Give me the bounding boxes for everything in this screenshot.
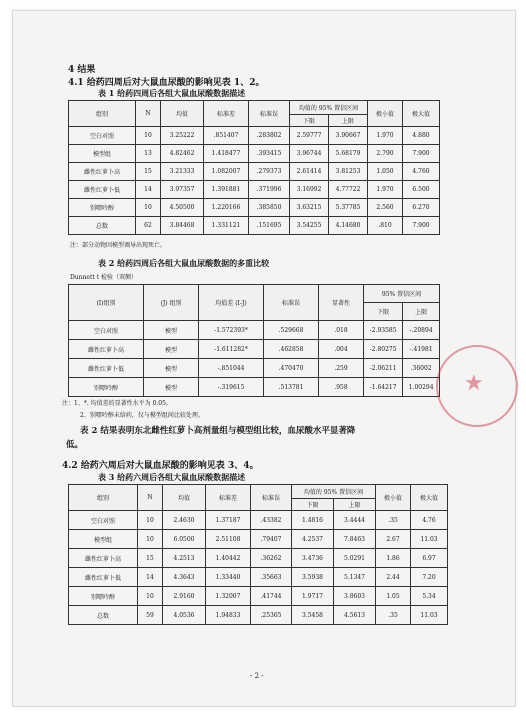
- cell-group: 雌性红萝卜低: [69, 181, 136, 199]
- cell-n: 15: [136, 163, 161, 181]
- table-row: [69, 199, 440, 217]
- table3-header-upper: 上限: [334, 499, 376, 511]
- cell-se: .79407: [251, 530, 292, 549]
- cell-group: 模型组: [69, 145, 136, 163]
- table1-header-max: 极大值: [403, 101, 440, 127]
- cell-upper: 5.1347: [334, 568, 376, 587]
- cell-sd: 1.32007: [206, 587, 251, 606]
- table-row: [69, 568, 448, 587]
- cell-upper: 4.77722: [329, 181, 368, 199]
- table-row: [69, 163, 440, 181]
- cell-i-group: 别嘌呤醇: [69, 378, 144, 397]
- cell-se: .529668: [264, 321, 319, 340]
- cell-diff: -.851044: [199, 359, 264, 378]
- cell-lower: 2.61414: [290, 163, 329, 181]
- cell-min: 1.05: [376, 587, 411, 606]
- cell-sd: 1.418477: [204, 145, 249, 163]
- cell-diff: -.319615: [199, 378, 264, 397]
- cell-lower: 2.59777: [290, 127, 329, 145]
- cell-sd: 1.391881: [204, 181, 249, 199]
- table1-note: 注：部分动物因模型调导出现死亡。: [70, 242, 167, 249]
- cell-j-group: 模型: [144, 378, 199, 397]
- cell-min: 1.970: [368, 181, 403, 199]
- cell-sd: 1.331121: [204, 217, 249, 235]
- cell-n: 14: [136, 181, 161, 199]
- table2-note-1: 注：1、*. 均值差的显著性水平为 0.05。: [62, 400, 172, 407]
- cell-mean: 4.3643: [163, 568, 206, 587]
- section-title: 4 结果: [68, 65, 96, 75]
- table-row: [69, 217, 440, 235]
- cell-upper: 3.4444: [334, 511, 376, 530]
- cell-max: 4.76: [411, 511, 448, 530]
- cell-diff: -1.572393*: [199, 321, 264, 340]
- cell-lower: 1.9717: [292, 587, 334, 606]
- table1-header-mean: 均值: [161, 101, 204, 127]
- cell-lower: 3.5458: [292, 606, 334, 625]
- table2-header-j: (J) 组别: [144, 285, 199, 321]
- table3-header-mean: 均值: [163, 485, 206, 511]
- table2-header-se: 标准误: [264, 285, 319, 321]
- cell-sd: 1.33440: [206, 568, 251, 587]
- table-row: [69, 145, 440, 163]
- cell-n: 10: [138, 530, 163, 549]
- cell-n: 62: [136, 217, 161, 235]
- cell-n: 15: [138, 549, 163, 568]
- cell-lower: 3.96744: [290, 145, 329, 163]
- table2: [68, 284, 440, 397]
- table2-header-i: (I)组别: [69, 285, 144, 321]
- cell-mean: 3.25222: [161, 127, 204, 145]
- cell-se: .151695: [249, 217, 290, 235]
- cell-upper: 7.8463: [334, 530, 376, 549]
- cell-lower: -2.06211: [364, 359, 403, 378]
- cell-i-group: 雌性红萝卜高: [69, 340, 144, 359]
- table1-header-lower: 下限: [290, 115, 329, 127]
- cell-se: .279373: [249, 163, 290, 181]
- cell-group: 空白对照: [69, 127, 136, 145]
- cell-lower: -2.80275: [364, 340, 403, 359]
- cell-lower: 3.16992: [290, 181, 329, 199]
- cell-upper: 4.14680: [329, 217, 368, 235]
- cell-sd: 2.51108: [206, 530, 251, 549]
- cell-i-group: 空白对照: [69, 321, 144, 340]
- table3-header-se: 标准误: [251, 485, 292, 511]
- table3-header-lower: 下限: [292, 499, 334, 511]
- table-row: [69, 181, 440, 199]
- cell-j-group: 模型: [144, 340, 199, 359]
- table1-header-n: N: [136, 101, 161, 127]
- table3-caption: 表 3 给药六周后各组大鼠血尿酸数据描述: [98, 472, 246, 482]
- cell-lower: -1.64217: [364, 378, 403, 397]
- table1-caption: 表 1 给药四周后各组大鼠血尿酸数据描述: [98, 88, 246, 98]
- table2-note-2: 2、别嘌呤醇未给药，仅与模型组间比较处理。: [80, 412, 204, 419]
- cell-min: 2.790: [368, 145, 403, 163]
- cell-min: 2.560: [368, 199, 403, 217]
- section-4-1-heading: 4.1 给药四周后对大鼠血尿酸的影响见表 1、2。: [68, 78, 265, 88]
- paragraph-line-2: 低。: [66, 440, 84, 450]
- cell-upper: 5.0291: [334, 549, 376, 568]
- table2-header-sig: 显著性: [319, 285, 364, 321]
- cell-se: .470470: [264, 359, 319, 378]
- cell-min: 1.050: [368, 163, 403, 181]
- cell-group: 雌性红萝卜低: [69, 568, 138, 587]
- cell-upper: 3.81253: [329, 163, 368, 181]
- cell-max: 4.880: [403, 127, 440, 145]
- cell-se: .41744: [251, 587, 292, 606]
- table1-header-sd: 标准差: [204, 101, 249, 127]
- cell-mean: 2.9160: [163, 587, 206, 606]
- cell-upper: 3.8603: [334, 587, 376, 606]
- cell-mean: 2.4630: [163, 511, 206, 530]
- page-number: - 2 -: [250, 672, 264, 680]
- table2-header-ci: 95% 置信区间: [364, 285, 440, 303]
- cell-upper: .36002: [403, 359, 440, 378]
- cell-lower: 3.54255: [290, 217, 329, 235]
- seal-star-icon: ★: [464, 371, 484, 396]
- cell-se: .43382: [251, 511, 292, 530]
- cell-upper: -.41981: [403, 340, 440, 359]
- cell-j-group: 模型: [144, 359, 199, 378]
- cell-mean: 6.0500: [163, 530, 206, 549]
- table2-header-lower: 下限: [364, 303, 403, 321]
- table1-header-upper: 上限: [329, 115, 368, 127]
- table-row: [69, 549, 448, 568]
- cell-upper: 3.90667: [329, 127, 368, 145]
- cell-group: 别嘌呤醇: [69, 199, 136, 217]
- cell-n: 10: [136, 199, 161, 217]
- cell-lower: 3.5938: [292, 568, 334, 587]
- cell-upper: 4.5613: [334, 606, 376, 625]
- table-row: [69, 127, 440, 145]
- cell-min: .35: [376, 511, 411, 530]
- table-row: [69, 511, 448, 530]
- section-4-2-heading: 4.2 给药六周后对大鼠血尿酸的影响见表 3、4。: [62, 461, 259, 471]
- cell-mean: 3.21333: [161, 163, 204, 181]
- cell-min: 1.86: [376, 549, 411, 568]
- cell-se: .25365: [251, 606, 292, 625]
- cell-mean: 4.50500: [161, 199, 204, 217]
- cell-max: 11.03: [411, 606, 448, 625]
- cell-n: 10: [138, 511, 163, 530]
- cell-mean: 4.0536: [163, 606, 206, 625]
- cell-upper: 1.00294: [403, 378, 440, 397]
- cell-upper: 5.68179: [329, 145, 368, 163]
- cell-min: 1.970: [368, 127, 403, 145]
- cell-group: 总数: [69, 606, 138, 625]
- table-row: [69, 587, 448, 606]
- cell-sig: .018: [319, 321, 364, 340]
- table1-header-min: 极小值: [368, 101, 403, 127]
- cell-max: 7.900: [403, 217, 440, 235]
- cell-se: .385850: [249, 199, 290, 217]
- cell-sd: 1.220166: [204, 199, 249, 217]
- cell-min: 2.44: [376, 568, 411, 587]
- paragraph-line-1: 表 2 结果表明东北雌性红萝卜高剂量组与模型组比较，血尿酸水平显著降: [80, 426, 356, 436]
- cell-se: .513781: [264, 378, 319, 397]
- cell-n: 14: [138, 568, 163, 587]
- cell-max: 6.270: [403, 199, 440, 217]
- table-row: [69, 321, 440, 340]
- cell-group: 空白对照: [69, 511, 138, 530]
- cell-mean: 4.2513: [163, 549, 206, 568]
- cell-group: 模型组: [69, 530, 138, 549]
- cell-se: .35663: [251, 568, 292, 587]
- table1-header-ci: 均值的 95% 置信区间: [290, 101, 368, 115]
- table1-header-group: 组别: [69, 101, 136, 127]
- cell-group: 雌性红萝卜高: [69, 163, 136, 181]
- cell-se: .283802: [249, 127, 290, 145]
- table1-header-se: 标准误: [249, 101, 290, 127]
- cell-n: 59: [138, 606, 163, 625]
- table1: [68, 100, 440, 235]
- cell-mean: 3.84468: [161, 217, 204, 235]
- cell-lower: -2.93585: [364, 321, 403, 340]
- table3-header-max: 极大值: [411, 485, 448, 511]
- table-row: [69, 340, 440, 359]
- cell-upper: -.20894: [403, 321, 440, 340]
- table2-caption: 表 2 给药四周后各组大鼠血尿酸数据的多重比较: [98, 258, 270, 268]
- red-seal-stamp: [436, 345, 518, 427]
- cell-n: 10: [138, 587, 163, 606]
- table3: [68, 484, 448, 625]
- cell-mean: 3.97357: [161, 181, 204, 199]
- cell-sd: .851407: [204, 127, 249, 145]
- cell-max: 5.34: [411, 587, 448, 606]
- table2-header-upper: 上限: [403, 303, 440, 321]
- table-row: [69, 530, 448, 549]
- table-row: [69, 359, 440, 378]
- cell-group: 总数: [69, 217, 136, 235]
- cell-se: .462858: [264, 340, 319, 359]
- cell-sig: .259: [319, 359, 364, 378]
- table2-header-diff: 均值差 (I-J): [199, 285, 264, 321]
- table3-header-ci: 均值的 95% 置信区间: [292, 485, 376, 499]
- cell-diff: -1.611282*: [199, 340, 264, 359]
- table3-header-sd: 标准差: [206, 485, 251, 511]
- cell-min: .810: [368, 217, 403, 235]
- cell-sd: 1.37187: [206, 511, 251, 530]
- cell-sig: .004: [319, 340, 364, 359]
- table2-subtitle: Dunnett t 检验（双侧）: [70, 274, 138, 281]
- cell-upper: 5.37785: [329, 199, 368, 217]
- table3-header-group: 组别: [69, 485, 138, 511]
- cell-max: 7.900: [403, 145, 440, 163]
- cell-lower: 3.4736: [292, 549, 334, 568]
- cell-i-group: 雌性红萝卜低: [69, 359, 144, 378]
- cell-max: 7.20: [411, 568, 448, 587]
- cell-min: 2.67: [376, 530, 411, 549]
- cell-sd: 1.94833: [206, 606, 251, 625]
- cell-max: 6.500: [403, 181, 440, 199]
- table3-header-n: N: [138, 485, 163, 511]
- cell-sd: 1.40442: [206, 549, 251, 568]
- cell-sd: 1.082007: [204, 163, 249, 181]
- cell-sig: .958: [319, 378, 364, 397]
- cell-min: .35: [376, 606, 411, 625]
- cell-mean: 4.82462: [161, 145, 204, 163]
- cell-group: 别嘌呤醇: [69, 587, 138, 606]
- cell-se: .393415: [249, 145, 290, 163]
- cell-j-group: 模型: [144, 321, 199, 340]
- cell-se: .371996: [249, 181, 290, 199]
- cell-lower: 3.63215: [290, 199, 329, 217]
- cell-se: .36262: [251, 549, 292, 568]
- cell-group: 雌性红萝卜高: [69, 549, 138, 568]
- table-row: [69, 606, 448, 625]
- table-row: [69, 378, 440, 397]
- cell-n: 13: [136, 145, 161, 163]
- cell-max: 11.03: [411, 530, 448, 549]
- cell-max: 4.760: [403, 163, 440, 181]
- cell-n: 10: [136, 127, 161, 145]
- cell-lower: 1.4816: [292, 511, 334, 530]
- cell-max: 6.97: [411, 549, 448, 568]
- cell-lower: 4.2537: [292, 530, 334, 549]
- table3-header-min: 极小值: [376, 485, 411, 511]
